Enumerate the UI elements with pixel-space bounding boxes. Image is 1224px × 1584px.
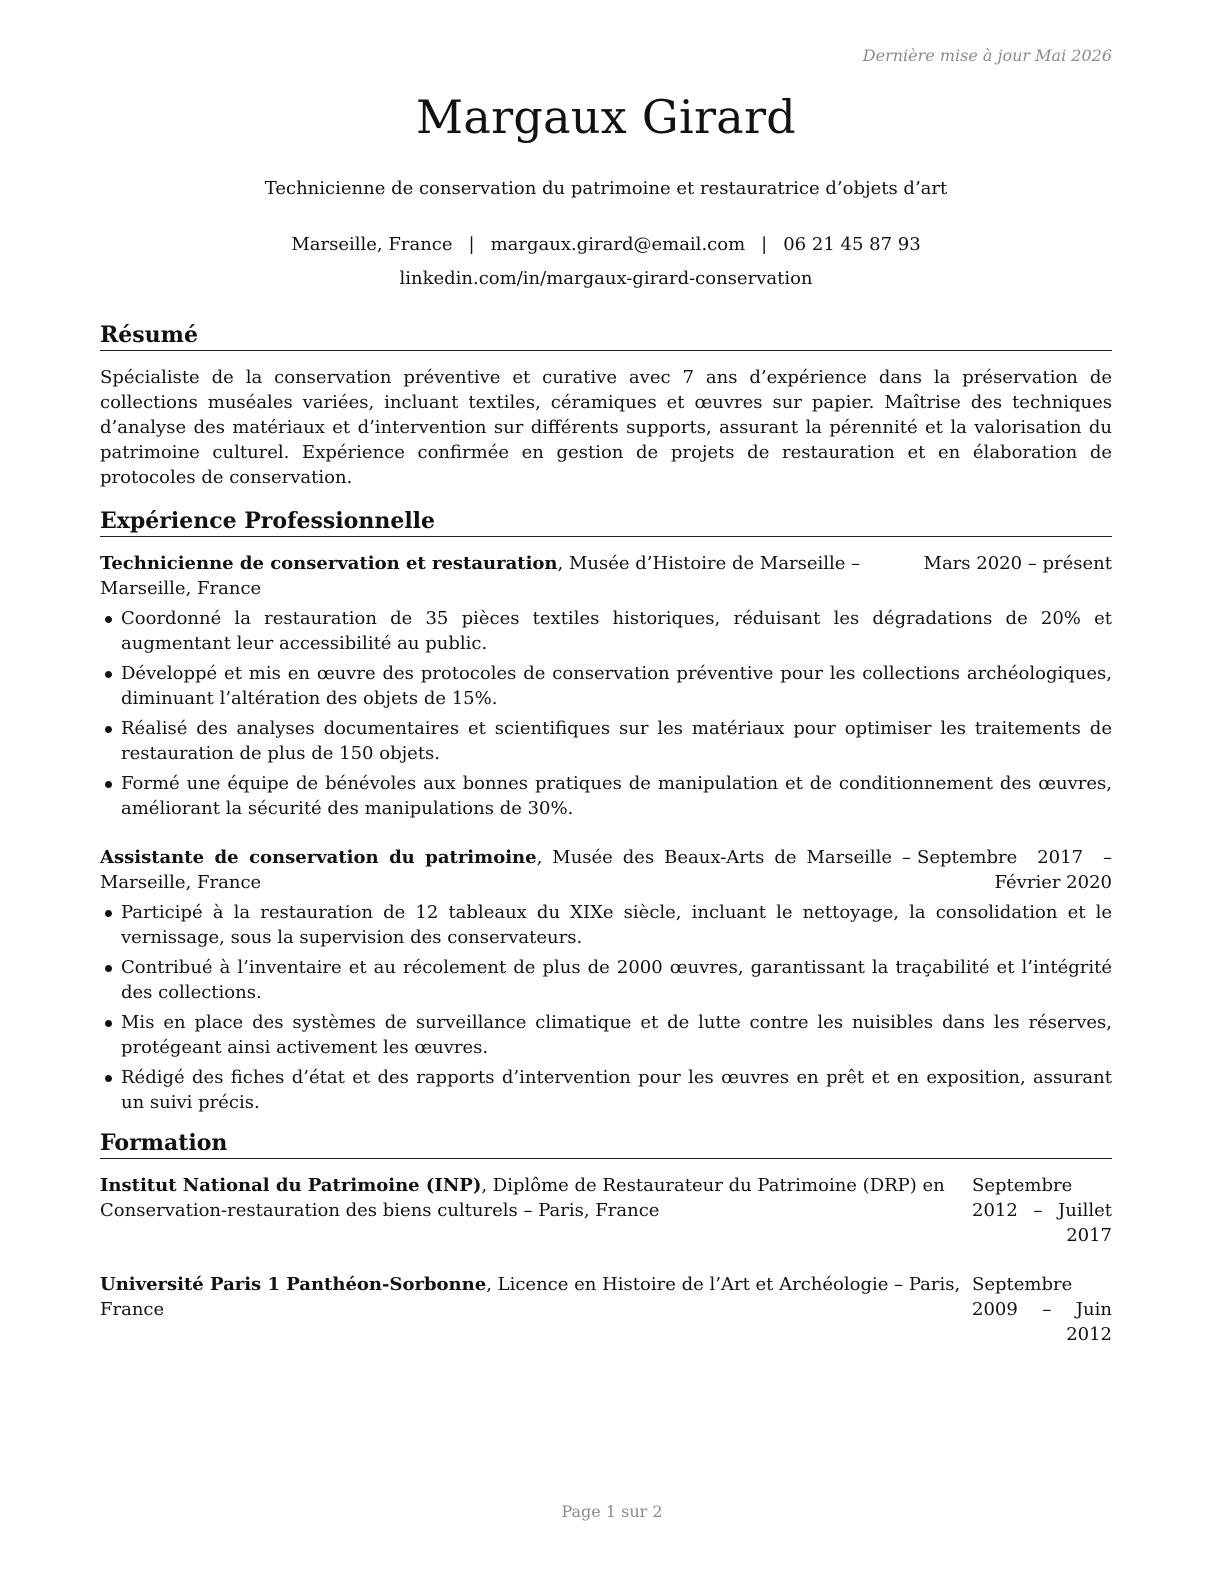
separator: | [761, 233, 768, 255]
experience-entry [100, 845, 1112, 1115]
list-item: Contribué à l’inventaire et au récolement de plus de 2000 œuvres, garantissant la traçabilité et l’intégrité des collections. [100, 955, 1112, 1005]
list-item: Mis en place des systèmes de surveillance climatique et de lutte contre les nuisibles dans les réserves, protégeant ainsi activement les œuvres. [100, 1010, 1112, 1060]
contact-line [100, 228, 1112, 262]
list-item: Formé une équipe de bénévoles aux bonnes pratiques de manipulation et de conditionnement des œuvres, améliorant la sécurité des manipulations de 30%. [100, 771, 1112, 821]
last-updated: Dernière mise à jour Mai 2026 [862, 46, 1112, 65]
experience-entry [100, 551, 1112, 821]
education-section [100, 1129, 1112, 1347]
contact-block [100, 228, 1112, 296]
degree: , Diplôme de Restaurateur du Patrimoine (DRP) en Conservation-restauration des biens culturels – Paris, France [100, 1174, 945, 1221]
list-item: Réalisé des analyses documentaires et scientifiques sur les matériaux pour optimiser les traitements de restauration de plus de 150 objets. [100, 716, 1112, 766]
summary-text: Spécialiste de la conservation préventive et curative avec 7 ans d’expérience dans la préservation de collections muséales variées, incluant textiles, céramiques et œuvres sur papier. Maîtrise des techniques d’analyse des matériaux et d’intervention sur différents supports, assurant la pérennité et la valorisation du patrimoine culturel. Expérience confirmée en gestion de projets de restauration et en élaboration de protocoles de conservation. [100, 366, 1112, 488]
job-dates: Mars 2020 – présent [923, 552, 1112, 574]
list-item: Coordonné la restauration de 35 pièces textiles historiques, réduisant les dégradations de 20% et augmentant leur accessibilité au public. [100, 606, 1112, 656]
degree: , Licence en Histoire de l’Art et Archéologie – Paris, France [100, 1273, 961, 1320]
candidate-name: Margaux Girard [415, 90, 797, 144]
entry-header [100, 845, 1112, 895]
list-item: Participé à la restauration de 12 tableaux du XIXe siècle, incluant le nettoyage, la consolidation et le vernissage, sous la supervision des conservateurs. [100, 900, 1112, 950]
location: Marseille, France [291, 233, 453, 255]
job-title: Technicienne de conservation et restauration [100, 552, 558, 574]
entry-heading [100, 1173, 966, 1223]
email-link[interactable]: margaux.girard@email.com [490, 233, 746, 255]
achievement-list [100, 900, 1112, 1115]
phone-number[interactable]: 06 21 45 87 93 [783, 233, 921, 255]
job-title: Assistante de conservation du patrimoine [100, 846, 537, 868]
section-title-summary: Résumé [100, 321, 1112, 351]
list-item: Développé et mis en œuvre des protocoles de conservation préventive pour les collections archéologiques, diminuant l’altération des objets de 15%. [100, 661, 1112, 711]
entry-header [100, 551, 1112, 601]
education-dates: Septembre 2009 – Juin 2012 [972, 1273, 1112, 1345]
list-item: Rédigé des fiches d’état et des rapports d’intervention pour les œuvres en prêt et en exposition, assurant un suivi précis. [100, 1065, 1112, 1115]
education-entry [100, 1173, 1112, 1248]
summary-section [100, 321, 1112, 490]
linkedin-link[interactable]: linkedin.com/in/margaux-girard-conservation [399, 267, 813, 289]
employer: , Musée d’Histoire de Marseille – Marseille, France [100, 552, 861, 599]
achievement-list [100, 606, 1112, 821]
separator: | [468, 233, 475, 255]
school-name: Université Paris 1 Panthéon-Sorbonne [100, 1273, 487, 1295]
school-name: Institut National du Patrimoine (INP) [100, 1174, 482, 1196]
candidate-tagline: Technicienne de conservation du patrimoine et restauratrice d’objets d’art [264, 177, 948, 199]
experience-section [100, 507, 1112, 1115]
section-title-experience: Expérience Professionnelle [100, 507, 1112, 537]
job-dates: Septembre 2017 – Février 2020 [917, 846, 1112, 893]
education-entry [100, 1272, 1112, 1347]
entry-heading [100, 845, 911, 895]
entry-heading [100, 551, 882, 601]
resume-page [100, 0, 1112, 1347]
page-number: Page 1 sur 2 [561, 1502, 663, 1521]
section-title-education: Formation [100, 1129, 1112, 1159]
entry-heading [100, 1272, 966, 1322]
entry-header [100, 1272, 1112, 1347]
education-dates: Septembre 2012 – Juillet 2017 [972, 1174, 1112, 1246]
employer: , Musée des Beaux-Arts de Marseille – Marseille, France [100, 846, 911, 893]
entry-header [100, 1173, 1112, 1248]
